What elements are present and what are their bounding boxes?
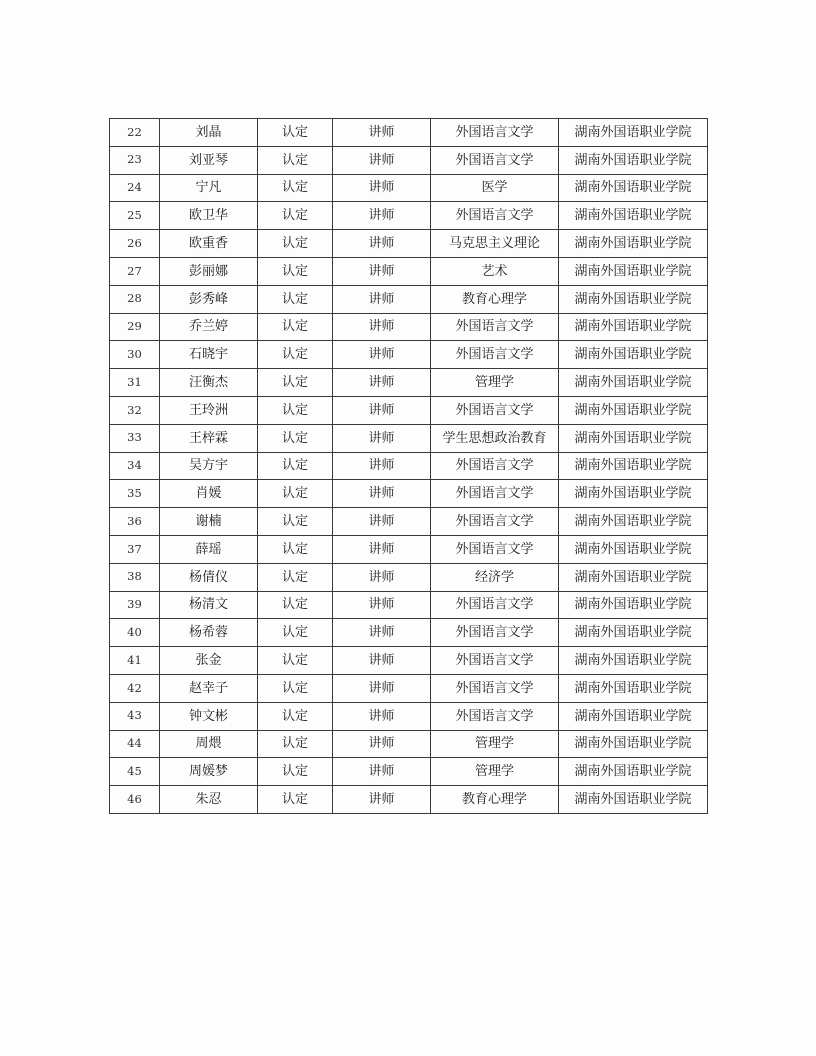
table-row	[110, 146, 708, 174]
table-row	[110, 508, 708, 536]
institution-cell: 湖南外国语职业学院	[559, 396, 708, 424]
discipline-cell: 管理学	[431, 730, 559, 758]
row-number-cell: 31	[110, 369, 160, 397]
job-title-cell: 讲师	[333, 786, 431, 814]
job-title-cell: 讲师	[333, 452, 431, 480]
institution-cell: 湖南外国语职业学院	[559, 369, 708, 397]
discipline-cell: 艺术	[431, 257, 559, 285]
row-number-cell: 32	[110, 396, 160, 424]
assessment-type-cell: 认定	[258, 202, 333, 230]
assessment-type-cell: 认定	[258, 647, 333, 675]
discipline-cell: 医学	[431, 174, 559, 202]
name-cell: 张金	[160, 647, 258, 675]
institution-cell: 湖南外国语职业学院	[559, 146, 708, 174]
name-cell: 欧卫华	[160, 202, 258, 230]
table-row	[110, 174, 708, 202]
table-row	[110, 313, 708, 341]
row-number-cell: 25	[110, 202, 160, 230]
table-row	[110, 786, 708, 814]
assessment-type-cell: 认定	[258, 313, 333, 341]
name-cell: 彭秀峰	[160, 285, 258, 313]
job-title-cell: 讲师	[333, 285, 431, 313]
row-number-cell: 41	[110, 647, 160, 675]
row-number-cell: 43	[110, 702, 160, 730]
row-number-cell: 24	[110, 174, 160, 202]
job-title-cell: 讲师	[333, 758, 431, 786]
institution-cell: 湖南外国语职业学院	[559, 563, 708, 591]
row-number-cell: 29	[110, 313, 160, 341]
assessment-type-cell: 认定	[258, 341, 333, 369]
discipline-cell: 外国语言文学	[431, 396, 559, 424]
discipline-cell: 经济学	[431, 563, 559, 591]
job-title-cell: 讲师	[333, 146, 431, 174]
job-title-cell: 讲师	[333, 508, 431, 536]
institution-cell: 湖南外国语职业学院	[559, 702, 708, 730]
discipline-cell: 外国语言文学	[431, 508, 559, 536]
name-cell: 欧重香	[160, 230, 258, 258]
row-number-cell: 42	[110, 674, 160, 702]
name-cell: 朱忍	[160, 786, 258, 814]
name-cell: 周媛梦	[160, 758, 258, 786]
table-row	[110, 119, 708, 147]
row-number-cell: 45	[110, 758, 160, 786]
institution-cell: 湖南外国语职业学院	[559, 480, 708, 508]
row-number-cell: 40	[110, 619, 160, 647]
table-row	[110, 202, 708, 230]
discipline-cell: 马克思主义理论	[431, 230, 559, 258]
row-number-cell: 30	[110, 341, 160, 369]
table-row	[110, 230, 708, 258]
institution-cell: 湖南外国语职业学院	[559, 535, 708, 563]
institution-cell: 湖南外国语职业学院	[559, 202, 708, 230]
table-row	[110, 758, 708, 786]
name-cell: 周煨	[160, 730, 258, 758]
table-row	[110, 424, 708, 452]
name-cell: 刘亚琴	[160, 146, 258, 174]
discipline-cell: 管理学	[431, 758, 559, 786]
row-number-cell: 38	[110, 563, 160, 591]
row-number-cell: 28	[110, 285, 160, 313]
assessment-type-cell: 认定	[258, 730, 333, 758]
row-number-cell: 23	[110, 146, 160, 174]
assessment-type-cell: 认定	[258, 535, 333, 563]
assessment-type-cell: 认定	[258, 480, 333, 508]
name-cell: 肖媛	[160, 480, 258, 508]
row-number-cell: 37	[110, 535, 160, 563]
discipline-cell: 外国语言文学	[431, 535, 559, 563]
institution-cell: 湖南外国语职业学院	[559, 257, 708, 285]
assessment-type-cell: 认定	[258, 758, 333, 786]
institution-cell: 湖南外国语职业学院	[559, 313, 708, 341]
institution-cell: 湖南外国语职业学院	[559, 285, 708, 313]
institution-cell: 湖南外国语职业学院	[559, 341, 708, 369]
job-title-cell: 讲师	[333, 313, 431, 341]
discipline-cell: 外国语言文学	[431, 480, 559, 508]
job-title-cell: 讲师	[333, 424, 431, 452]
job-title-cell: 讲师	[333, 563, 431, 591]
institution-cell: 湖南外国语职业学院	[559, 674, 708, 702]
assessment-type-cell: 认定	[258, 674, 333, 702]
assessment-type-cell: 认定	[258, 257, 333, 285]
table-row	[110, 535, 708, 563]
name-cell: 杨希蓉	[160, 619, 258, 647]
row-number-cell: 44	[110, 730, 160, 758]
name-cell: 乔兰婷	[160, 313, 258, 341]
job-title-cell: 讲师	[333, 369, 431, 397]
row-number-cell: 35	[110, 480, 160, 508]
table-row	[110, 730, 708, 758]
discipline-cell: 外国语言文学	[431, 452, 559, 480]
name-cell: 谢楠	[160, 508, 258, 536]
discipline-cell: 外国语言文学	[431, 702, 559, 730]
job-title-cell: 讲师	[333, 535, 431, 563]
discipline-cell: 外国语言文学	[431, 341, 559, 369]
table-row	[110, 563, 708, 591]
name-cell: 杨倩仪	[160, 563, 258, 591]
table-row	[110, 674, 708, 702]
name-cell: 王梓霖	[160, 424, 258, 452]
discipline-cell: 外国语言文学	[431, 647, 559, 675]
table-row	[110, 396, 708, 424]
job-title-cell: 讲师	[333, 480, 431, 508]
row-number-cell: 33	[110, 424, 160, 452]
job-title-cell: 讲师	[333, 396, 431, 424]
job-title-cell: 讲师	[333, 674, 431, 702]
job-title-cell: 讲师	[333, 730, 431, 758]
job-title-cell: 讲师	[333, 591, 431, 619]
job-title-cell: 讲师	[333, 257, 431, 285]
assessment-type-cell: 认定	[258, 619, 333, 647]
job-title-cell: 讲师	[333, 647, 431, 675]
discipline-cell: 外国语言文学	[431, 119, 559, 147]
discipline-cell: 外国语言文学	[431, 619, 559, 647]
table-row	[110, 285, 708, 313]
name-cell: 薛瑶	[160, 535, 258, 563]
assessment-type-cell: 认定	[258, 452, 333, 480]
discipline-cell: 教育心理学	[431, 786, 559, 814]
table-row	[110, 452, 708, 480]
table-row	[110, 257, 708, 285]
assessment-type-cell: 认定	[258, 786, 333, 814]
discipline-cell: 外国语言文学	[431, 146, 559, 174]
name-cell: 钟文彬	[160, 702, 258, 730]
job-title-cell: 讲师	[333, 119, 431, 147]
row-number-cell: 39	[110, 591, 160, 619]
assessment-type-cell: 认定	[258, 146, 333, 174]
name-cell: 汪衡杰	[160, 369, 258, 397]
row-number-cell: 22	[110, 119, 160, 147]
discipline-cell: 学生思想政治教育	[431, 424, 559, 452]
assessment-type-cell: 认定	[258, 230, 333, 258]
table-row	[110, 647, 708, 675]
assessment-type-cell: 认定	[258, 396, 333, 424]
institution-cell: 湖南外国语职业学院	[559, 619, 708, 647]
name-cell: 王玲洲	[160, 396, 258, 424]
institution-cell: 湖南外国语职业学院	[559, 424, 708, 452]
roster-table-body	[110, 119, 708, 814]
institution-cell: 湖南外国语职业学院	[559, 452, 708, 480]
table-row	[110, 702, 708, 730]
institution-cell: 湖南外国语职业学院	[559, 647, 708, 675]
table-row	[110, 341, 708, 369]
institution-cell: 湖南外国语职业学院	[559, 591, 708, 619]
job-title-cell: 讲师	[333, 202, 431, 230]
assessment-type-cell: 认定	[258, 119, 333, 147]
discipline-cell: 管理学	[431, 369, 559, 397]
table-row	[110, 619, 708, 647]
job-title-cell: 讲师	[333, 174, 431, 202]
institution-cell: 湖南外国语职业学院	[559, 730, 708, 758]
institution-cell: 湖南外国语职业学院	[559, 230, 708, 258]
discipline-cell: 外国语言文学	[431, 591, 559, 619]
discipline-cell: 外国语言文学	[431, 313, 559, 341]
institution-cell: 湖南外国语职业学院	[559, 508, 708, 536]
row-number-cell: 34	[110, 452, 160, 480]
assessment-type-cell: 认定	[258, 424, 333, 452]
assessment-type-cell: 认定	[258, 508, 333, 536]
row-number-cell: 36	[110, 508, 160, 536]
discipline-cell: 外国语言文学	[431, 674, 559, 702]
assessment-type-cell: 认定	[258, 563, 333, 591]
name-cell: 石晓宇	[160, 341, 258, 369]
table-row	[110, 480, 708, 508]
institution-cell: 湖南外国语职业学院	[559, 758, 708, 786]
row-number-cell: 46	[110, 786, 160, 814]
roster-table	[109, 118, 708, 814]
name-cell: 彭丽娜	[160, 257, 258, 285]
job-title-cell: 讲师	[333, 619, 431, 647]
discipline-cell: 外国语言文学	[431, 202, 559, 230]
assessment-type-cell: 认定	[258, 174, 333, 202]
assessment-type-cell: 认定	[258, 591, 333, 619]
row-number-cell: 26	[110, 230, 160, 258]
assessment-type-cell: 认定	[258, 285, 333, 313]
table-row	[110, 369, 708, 397]
name-cell: 杨清文	[160, 591, 258, 619]
institution-cell: 湖南外国语职业学院	[559, 786, 708, 814]
institution-cell: 湖南外国语职业学院	[559, 174, 708, 202]
job-title-cell: 讲师	[333, 341, 431, 369]
discipline-cell: 教育心理学	[431, 285, 559, 313]
assessment-type-cell: 认定	[258, 369, 333, 397]
institution-cell: 湖南外国语职业学院	[559, 119, 708, 147]
name-cell: 刘晶	[160, 119, 258, 147]
job-title-cell: 讲师	[333, 230, 431, 258]
name-cell: 吴方宇	[160, 452, 258, 480]
assessment-type-cell: 认定	[258, 702, 333, 730]
name-cell: 赵幸子	[160, 674, 258, 702]
job-title-cell: 讲师	[333, 702, 431, 730]
row-number-cell: 27	[110, 257, 160, 285]
table-row	[110, 591, 708, 619]
name-cell: 宁凡	[160, 174, 258, 202]
